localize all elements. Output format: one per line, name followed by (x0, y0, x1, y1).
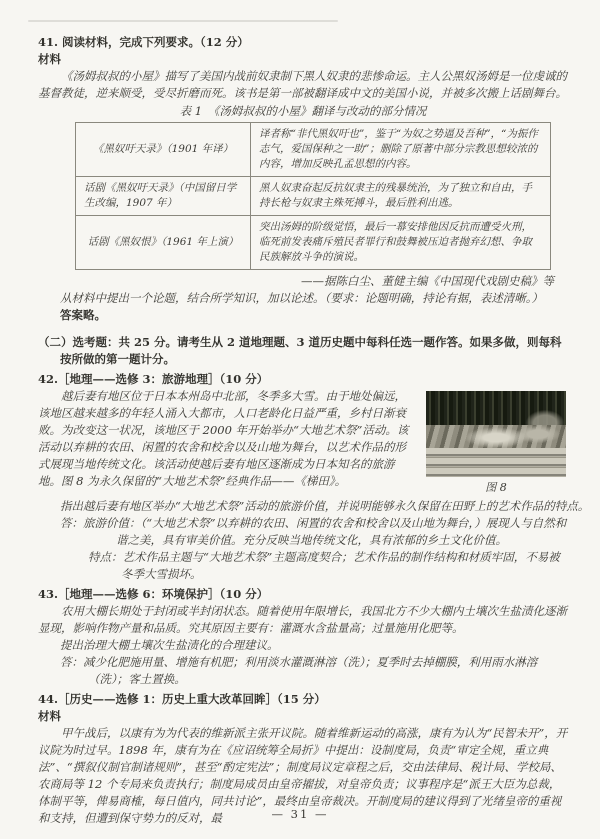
table-cell-description: 译者称“非代黑奴吁也”，鉴于“为奴之势逼及吾种”，“为振作志气，爱国保种之一助”；删除了原著中部分宗教思想较浓的内容，增加反映孔孟思想的内容。 (251, 123, 551, 177)
q44-material-text: 甲午战后，以康有为为代表的维新派主张开议院。随着维新运动的高涨，康有为认为“民智未开”，开议院为时过早。1898 年，康有为在《应诏统筹全局折》中提出：设制度局，负责“审定全规，重立典法”、“撰叙仪制官制诸规则”，甚至“酌定宪法”；制度局议定章程之后，交由法律局、税计局、学校局、农商局等 12 个专局来负责执行；制度局成员由皇帝擢拔，对皇帝负责；议事程序是“派王大臣为总裁，体制平等，俾易商榷，每日值内，同共讨论”，最终由皇帝裁决。开制度局的建议得到了光绪皇帝的重视和支持，但遭到保守势力的反对，最 (38, 726, 568, 825)
q43-task: 提出治理大棚土壤次生盐渍化的合理建议。 (60, 638, 279, 652)
q42-header: 42.［地理——选修 3：旅游地理］（10 分） (38, 372, 269, 386)
scan-artifact-line (28, 20, 338, 22)
q42-answer (60, 515, 568, 549)
q42-answer-text: 旅游价值：（“大地艺术祭”以弃耕的农田、闲置的农舍和校舍以及山地为舞台，）展现人与自然和谐之美，具有审美价值。充分反映当地传统文化，具有浓郁的乡土文化价值。 (83, 516, 567, 547)
q43-answer-label: 答： (60, 655, 83, 669)
table-cell-work: 话剧《黑奴恨》（1961 年上演） (76, 216, 251, 270)
table-row (76, 216, 551, 270)
q42-body-block (38, 388, 568, 494)
page-number: — 31 — (271, 807, 329, 821)
q43-answer (60, 654, 568, 688)
q43-material-text: 农用大棚长期处于封闭或半封闭状态。随着使用年限增长，我国北方不少大棚内土壤次生盐渍化逐渐显现，影响作物产量和品质。究其原因主要有：灌溉水含盐量高；过量施用化肥等。 (38, 604, 567, 635)
q42-answer-label: 答： (60, 516, 83, 530)
q41-material-label: 材料 (38, 52, 61, 66)
q41-source-attribution: ——据陈白尘、董健主编《中国现代戏剧史稿》等 (301, 274, 554, 288)
terraced-fields-photo (426, 391, 566, 477)
q42-material-text: 越后妻有地区位于日本本州岛中北部，冬季多大雪。由于地处偏远，该地区越来越多的年轻人涌入大都市，人口老龄化日益严重，乡村日渐衰败。为改变这一状况，该地区于 2000 年开始举办“大地艺术祭”活动。该活动以弃耕的农田、闲置的农舍和校舍以及山地为舞台，以艺术作品的形式展现当地传统文化。该活动使越后妻有地区逐渐成为日本知名的旅游地。图 8 为永久保留的“大地艺术祭”经典作品——《梯田》。 (38, 389, 409, 488)
figure-8-caption: 图 8 (485, 481, 507, 494)
table-cell-description: 突出汤姆的阶级觉悟，最后一幕安排他因反抗而遭受火刑，临死前发表痛斥殖民者罪行和鼓舞被压迫者抛弃幻想、争取民族解放斗争的演说。 (251, 216, 551, 270)
translations-table (75, 122, 551, 270)
q42-task: 指出越后妻有地区举办“大地艺术祭”活动的旅游价值，并说明能够永久保留在田野上的艺术作品的特点。 (60, 499, 590, 513)
q41-answer-omitted: 答案略。 (60, 308, 106, 322)
photo-terraces-band (426, 448, 566, 477)
q41-task: 从材料中提出一个论题，结合所学知识，加以论述。（要求：论题明确，持论有据，表述清晰。） (60, 291, 543, 305)
table-cell-work: 《黑奴吁天录》（1901 年译） (76, 123, 251, 177)
table-caption: 表 1 《汤姆叔叔的小屋》翻译与改动的部分情况 (179, 104, 427, 118)
photo-bushes-band (426, 425, 566, 448)
section2-header: （二）选考题：共 25 分。请考生从 2 道地理题、3 道历史题中每科任选一题作答。如果多做，则每科按所做的第一题计分。 (38, 335, 562, 366)
q43-header: 43.［地理——选修 6：环境保护］（10 分） (38, 587, 269, 601)
table-cell-work: 话剧《黑奴吁天录》（中国留日学生改编，1907 年） (76, 177, 251, 216)
q43-answer-text: 减少化肥施用量、增施有机肥；利用淡水灌溉淋溶（洗）；夏季时去掉棚膜，利用雨水淋溶（洗）；客土置换。 (83, 655, 538, 686)
q42-answer-features: 特点：艺术作品主题与“大地艺术祭”主题高度契合；艺术作品的制作结构和材质牢固，不易被冬季大雪损坏。 (88, 550, 560, 581)
q41-header: 41. 阅读材料，完成下列要求。（12 分） (38, 35, 249, 49)
table-row (76, 177, 551, 216)
photo-forest-band (426, 391, 566, 425)
q44-header: 44.［历史——选修 1：历史上重大改革回眸］（15 分） (38, 692, 326, 706)
table-row (76, 123, 551, 177)
table-cell-description: 黑人奴隶奋起反抗奴隶主的残暴统治，为了独立和自由，手持长枪与奴隶主殊死搏斗，最后胜利出逃。 (251, 177, 551, 216)
q41-material-text: 《汤姆叔叔的小屋》描写了美国内战前奴隶制下黑人奴隶的悲惨命运。主人公黑奴汤姆是一位虔诚的基督教徒，逆来顺受，受尽折磨而死。该书是第一部被翻译成中文的美国小说，并被多次搬上话剧舞台。 (38, 69, 567, 100)
figure-8 (426, 391, 566, 496)
q44-material-label: 材料 (38, 709, 61, 723)
